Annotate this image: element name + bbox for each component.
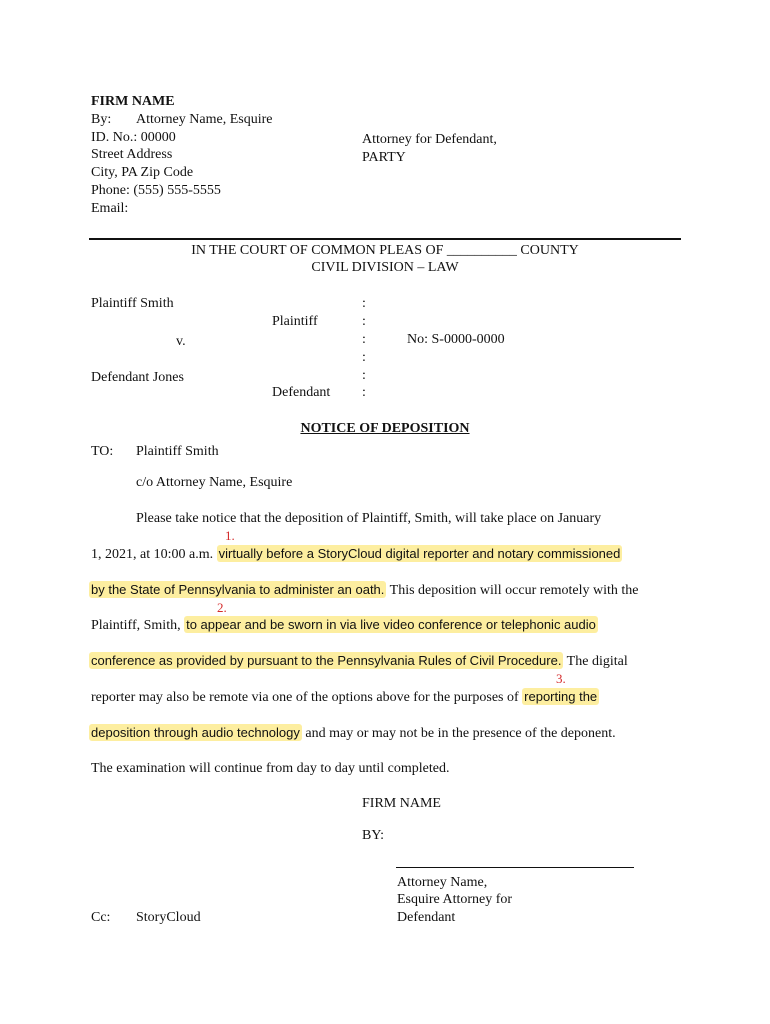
body-text: Please take notice that the deposition of Plaintiff, Smith, will take place on January <box>136 511 602 526</box>
highlight-1a: virtually before a StoryCloud digital reporter and notary commissioned <box>218 546 621 561</box>
annotation-marker-2: 2. <box>217 600 227 615</box>
highlight-2b: conference as provided by pursuant to the Pennsylvania Rules of Civil Procedure. <box>91 653 562 668</box>
by-label: By: <box>91 112 112 127</box>
annotation-marker-1: 1. <box>225 528 235 543</box>
email-line: Email: <box>91 201 129 216</box>
defendant-name: Defendant Jones <box>91 370 184 385</box>
body-line-5 <box>89 652 628 671</box>
body-text: and may or may not be in the presence of the deponent. <box>301 726 616 741</box>
court-line1: IN THE COURT OF COMMON PLEAS OF __________ COUNTY <box>191 243 579 258</box>
plaintiff-name: Plaintiff Smith <box>91 296 174 311</box>
versus: v. <box>176 334 186 349</box>
id-number: ID. No.: 00000 <box>91 130 176 145</box>
city-line: City, PA Zip Code <box>91 165 194 180</box>
caption-colon: : <box>362 332 366 347</box>
annotation-marker-3: 3. <box>556 671 566 686</box>
body-line-7 <box>89 724 616 743</box>
attorney-for-line1: Attorney for Defendant, <box>362 132 497 147</box>
signature-name-1: Attorney Name, <box>397 875 488 890</box>
document-title: NOTICE OF DEPOSITION <box>300 421 470 436</box>
signature-by: BY: <box>362 828 385 843</box>
caption-colon: : <box>362 350 366 365</box>
caption-colon: : <box>362 296 366 311</box>
body-line-6 <box>91 688 599 707</box>
body-text: 1, 2021, at 10:00 a.m. <box>91 547 217 562</box>
street-address: Street Address <box>91 147 173 162</box>
to-name: Plaintiff Smith <box>136 444 219 459</box>
body-line-1 <box>136 510 601 528</box>
to-label: TO: <box>91 444 114 459</box>
cc-label: Cc: <box>91 910 111 925</box>
signature-name-3: Defendant <box>397 910 456 925</box>
body-text: reporter may also be remote via one of the options above for the purposes of <box>91 690 519 705</box>
to-care-of: c/o Attorney Name, Esquire <box>136 475 293 490</box>
body-text: The digital <box>563 654 628 669</box>
caption-colon: : <box>362 385 366 400</box>
highlight-2a: to appear and be sworn in via live video conference or telephonic audio <box>186 617 596 632</box>
highlight-1b: by the State of Pennsylvania to administer an oath. <box>91 582 385 597</box>
highlight-3b: deposition through audio technology <box>91 725 300 740</box>
cc-name: StoryCloud <box>136 910 201 925</box>
caption-colon: : <box>362 314 366 329</box>
body-line-2 <box>91 545 622 564</box>
highlight-3a: reporting the <box>524 689 598 704</box>
plaintiff-role: Plaintiff <box>272 314 318 329</box>
case-number: No: S-0000-0000 <box>407 332 505 347</box>
header-divider <box>89 238 681 240</box>
defendant-role: Defendant <box>272 385 331 400</box>
caption-colon: : <box>362 368 366 383</box>
attorney-for-line2: PARTY <box>362 150 406 165</box>
attorney-name: Attorney Name, Esquire <box>136 112 273 127</box>
signature-name-2: Esquire Attorney for <box>397 892 513 907</box>
body-line-3 <box>89 581 639 600</box>
phone-line: Phone: (555) 555-5555 <box>91 183 221 198</box>
court-line2: CIVIL DIVISION – LAW <box>311 260 459 275</box>
body-text: Plaintiff, Smith, <box>91 618 181 633</box>
signature-firm: FIRM NAME <box>362 796 441 811</box>
body-text: This deposition will occur remotely with the <box>386 583 639 598</box>
body-line-8: The examination will continue from day to day until completed. <box>91 761 450 776</box>
signature-line <box>396 867 634 868</box>
body-line-4 <box>91 616 598 635</box>
firm-name: FIRM NAME <box>91 94 175 109</box>
